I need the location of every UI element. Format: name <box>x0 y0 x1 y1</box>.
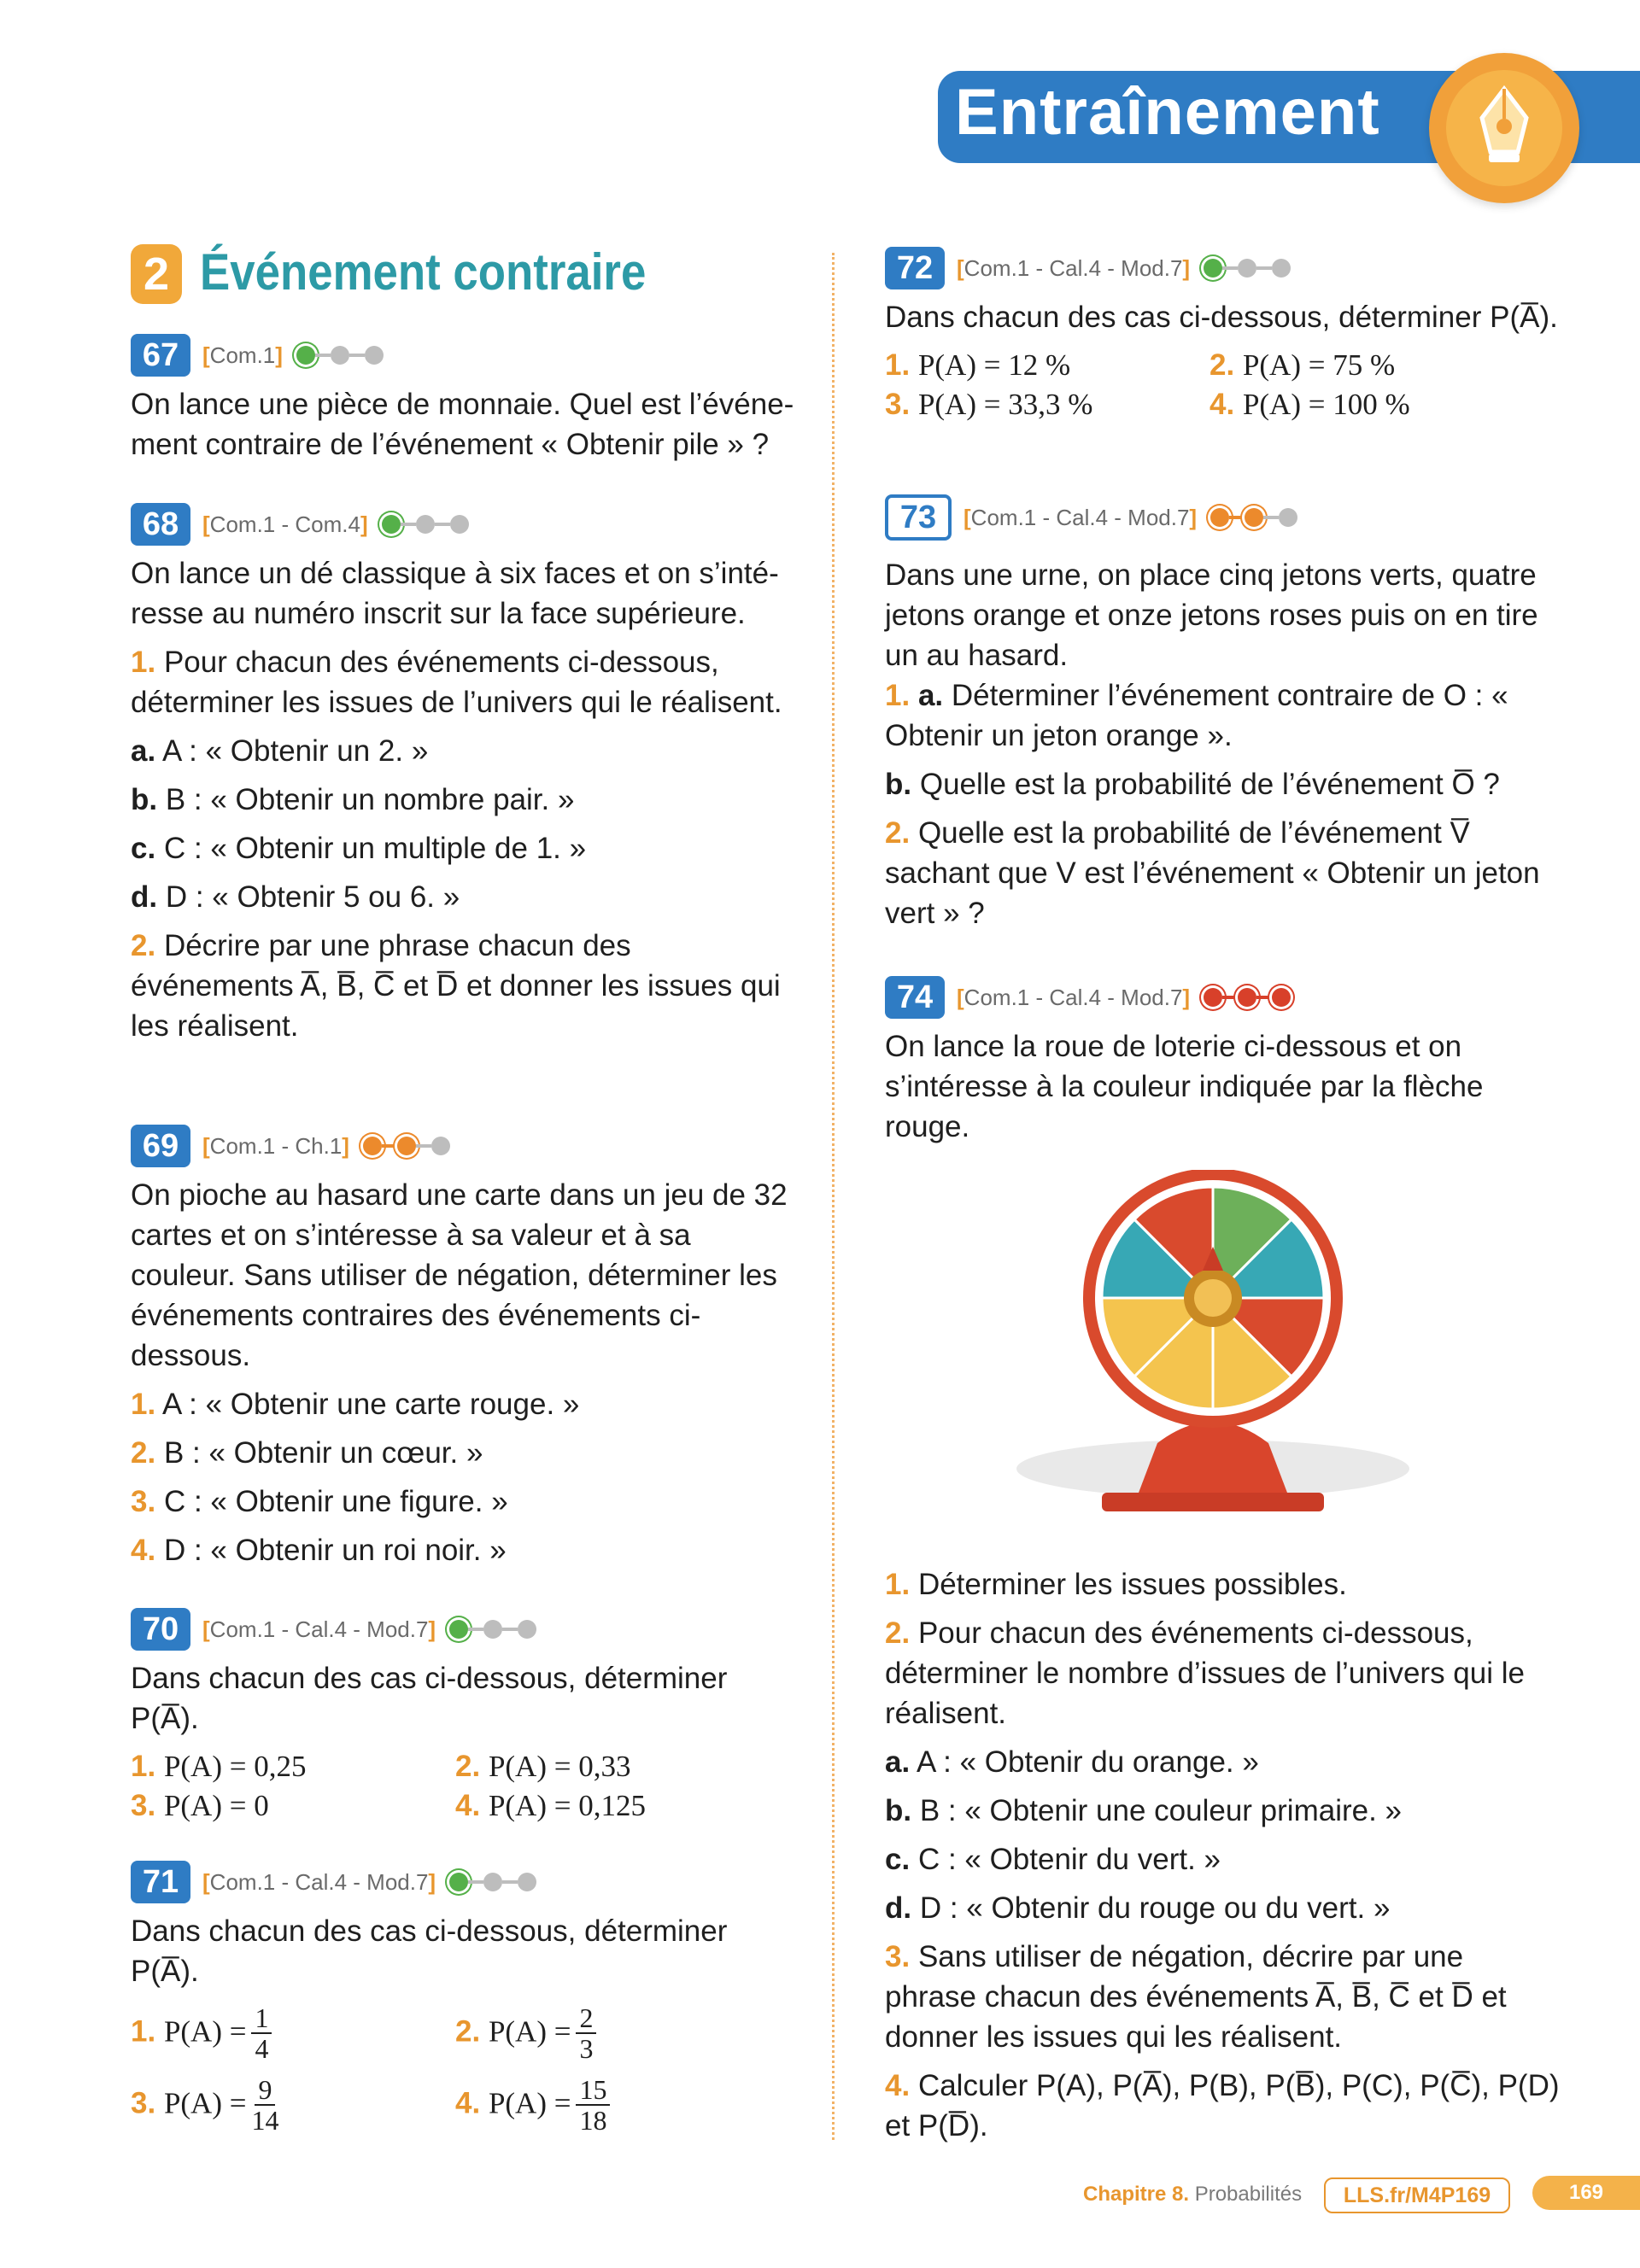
item-3: 3. P(A) = $\frac{9}{14}$ <box>131 2074 279 2136</box>
item-3: 3. C : « Obtenir une figure. » <box>131 1485 508 1518</box>
competency-tag: [Com.1 - Cal.4 - Mod.7] <box>202 1868 436 1895</box>
exercise-67 <box>131 331 797 465</box>
item-2: 2. P(A) = 0,33 <box>455 1750 631 1783</box>
exercise-text: On lance une pièce de monnaie. Quel est l’événe-ment contraire de l’événement « Obtenir pile » ? <box>131 388 794 461</box>
exercise-text: Dans chacun des cas ci-dessous, déterminer P(A̅). <box>885 301 1558 334</box>
competency-tag: [Com.1 - Com.4] <box>202 511 368 537</box>
item-3: 3. P(A) = 33,3 % <box>885 388 1093 421</box>
difficulty-indicator <box>363 1137 450 1155</box>
exercise-text: On pioche au hasard une carte dans un jeu de 32 cartes et on s’intéresse à sa valeur et à sa couleur. Sans utiliser de négation, déterminer les événements contraires des événements ci-dessous. <box>131 1178 788 1372</box>
wheel-stand <box>1136 1422 1290 1499</box>
item-4: 4. P(A) = $\frac{15}{18}$ <box>455 2075 780 2135</box>
item-b: b. B : « Obtenir un nombre pair. » <box>131 783 575 816</box>
exercise-number: 70 <box>131 1608 190 1651</box>
item-c: c. C : « Obtenir du vert. » <box>885 1843 1221 1876</box>
question-4: 4. Calculer P(A), P(A̅), P(B), P(B̅), P(C), P(C̅), P(D) et P(D̅). <box>885 2069 1560 2142</box>
fraction: $\frac{9}{14}$ <box>251 2074 279 2136</box>
wheel-base <box>1102 1493 1324 1511</box>
question-1a: 1. a. Déterminer l’événement contraire de O : « Obtenir un jeton orange ». <box>885 679 1508 752</box>
item-1: 1. P(A) = $\frac{1}{4}$ <box>131 2003 455 2063</box>
question-2: 2. Pour chacun des événements ci-dessous, déterminer le nombre d’issues de l’univers qui le réalisent. <box>885 1616 1525 1730</box>
difficulty-indicator <box>1210 508 1297 527</box>
exercise-text: Dans chacun des cas ci-dessous, déterminer P(A̅). <box>131 1914 728 1988</box>
competency-tag: [Com.1 - Ch.1] <box>202 1132 349 1159</box>
exercise-70 <box>131 1605 797 1826</box>
question-3: 3. Sans utiliser de négation, décrire par une phrase chacun des événements A̅, B̅, C̅ et D̅ et donner les issues qui les réalisent. <box>885 1940 1507 2054</box>
item-4: 4. P(A) = 0,125 <box>455 1789 646 1822</box>
exercise-69 <box>131 1122 797 1570</box>
item-b: b. B : « Obtenir une couleur primaire. » <box>885 1794 1403 1827</box>
exercise-number: 69 <box>131 1125 190 1167</box>
competency-tag: [Com.1 - Cal.4 - Mod.7] <box>957 254 1191 281</box>
item-c: c. C : « Obtenir un multiple de 1. » <box>131 832 587 865</box>
page-number: 169 <box>1532 2176 1640 2210</box>
exercise-72 <box>885 244 1560 424</box>
question-2: 2. Décrire par une phrase chacun des événements A̅, B̅, C̅ et D̅ et donner les issues qui les réalisent. <box>131 929 781 1043</box>
exercise-number: 73 <box>885 494 952 541</box>
pen-badge-inner <box>1446 70 1562 186</box>
item-3: 3. P(A) = 0 <box>131 1789 269 1822</box>
exercise-text: On lance un dé classique à six faces et on s’inté-resse au numéro inscrit sur la face supérieure. <box>131 557 779 630</box>
item-1: 1. P(A) = 0,25 <box>131 1750 307 1783</box>
difficulty-indicator <box>1204 988 1291 1007</box>
page-title: Entraînement <box>955 76 1380 149</box>
footer-chapter: Chapitre 8. Probabilités <box>1083 2183 1303 2206</box>
item-d: d. D : « Obtenir 5 ou 6. » <box>131 880 460 914</box>
exercise-text: On lance la roue de loterie ci-dessous et on s’intéresse à la couleur indiquée par la flèche rouge. <box>885 1030 1484 1143</box>
item-1: 1. P(A) = 12 % <box>885 348 1071 382</box>
item-1: 1. A : « Obtenir une carte rouge. » <box>131 1388 580 1421</box>
fraction: $\frac{2}{3}$ <box>576 2003 596 2063</box>
exercise-text: Dans chacun des cas ci-dessous, déterminer P(A̅). <box>131 1662 728 1735</box>
pen-nib-icon <box>1446 70 1562 186</box>
exercise-number: 74 <box>885 976 945 1019</box>
question-1: 1. Pour chacun des événements ci-dessous, déterminer les issues de l’univers qui le réalisent. <box>131 646 782 719</box>
section-title: Événement contraire <box>200 243 647 301</box>
exercise-74 <box>885 973 1560 1147</box>
exercise-number: 72 <box>885 247 945 289</box>
section-number: 2 <box>131 244 182 304</box>
exercise-73 <box>885 494 1560 933</box>
item-2: 2. P(A) = 75 % <box>1210 348 1396 382</box>
item-2: 2. P(A) = $\frac{2}{3}$ <box>455 2003 780 2063</box>
answer-grid <box>885 346 1560 424</box>
competency-tag: [Com.1 - Cal.4 - Mod.7] <box>957 984 1191 1010</box>
exercise-number: 71 <box>131 1861 190 1903</box>
fraction-row-1 <box>131 2003 797 2063</box>
item-2: 2. B : « Obtenir un cœur. » <box>131 1436 483 1470</box>
item-d: d. D : « Obtenir du rouge ou du vert. » <box>885 1891 1391 1925</box>
exercise-number: 68 <box>131 503 190 546</box>
difficulty-indicator <box>1204 259 1291 278</box>
item-4: 4. P(A) = 100 % <box>1210 388 1410 421</box>
exercise-74-questions <box>885 1556 1560 2146</box>
difficulty-indicator <box>296 346 384 365</box>
competency-tag: [Com.1] <box>202 342 283 368</box>
question-1b: b. Quelle est la probabilité de l’événement O̅ ? <box>885 768 1500 801</box>
question-1: 1. Déterminer les issues possibles. <box>885 1568 1347 1601</box>
competency-tag: [Com.1 - Cal.4 - Mod.7] <box>202 1616 436 1642</box>
difficulty-indicator <box>449 1873 536 1891</box>
answer-grid <box>131 1747 797 1826</box>
exercise-68 <box>131 500 797 1046</box>
exercise-71 <box>131 1858 797 2135</box>
exercise-number: 67 <box>131 334 190 377</box>
question-2: 2. Quelle est la probabilité de l’événement V̅ sachant que V est l’événement « Obtenir un jeton vert » ? <box>885 816 1540 930</box>
exercise-text: Dans une urne, on place cinq jetons verts, quatre jetons orange et onze jetons roses puis on en tire un au hasard. <box>885 558 1538 672</box>
footer-link[interactable]: LLS.fr/M4P169 <box>1324 2177 1510 2213</box>
difficulty-indicator <box>449 1620 536 1639</box>
column-divider <box>832 253 835 2140</box>
fraction-row-2 <box>131 2075 797 2135</box>
item-a: a. A : « Obtenir un 2. » <box>131 734 429 768</box>
item-a: a. A : « Obtenir du orange. » <box>885 1745 1259 1779</box>
competency-tag: [Com.1 - Cal.4 - Mod.7] <box>964 504 1198 530</box>
wheel-hub-center <box>1194 1279 1232 1317</box>
item-4: 4. D : « Obtenir un roi noir. » <box>131 1534 507 1567</box>
difficulty-indicator <box>382 515 469 534</box>
lottery-wheel-illustration <box>1008 1170 1418 1529</box>
fraction: $\frac{15}{18}$ <box>576 2075 610 2135</box>
fraction: $\frac{1}{4}$ <box>251 2003 272 2063</box>
